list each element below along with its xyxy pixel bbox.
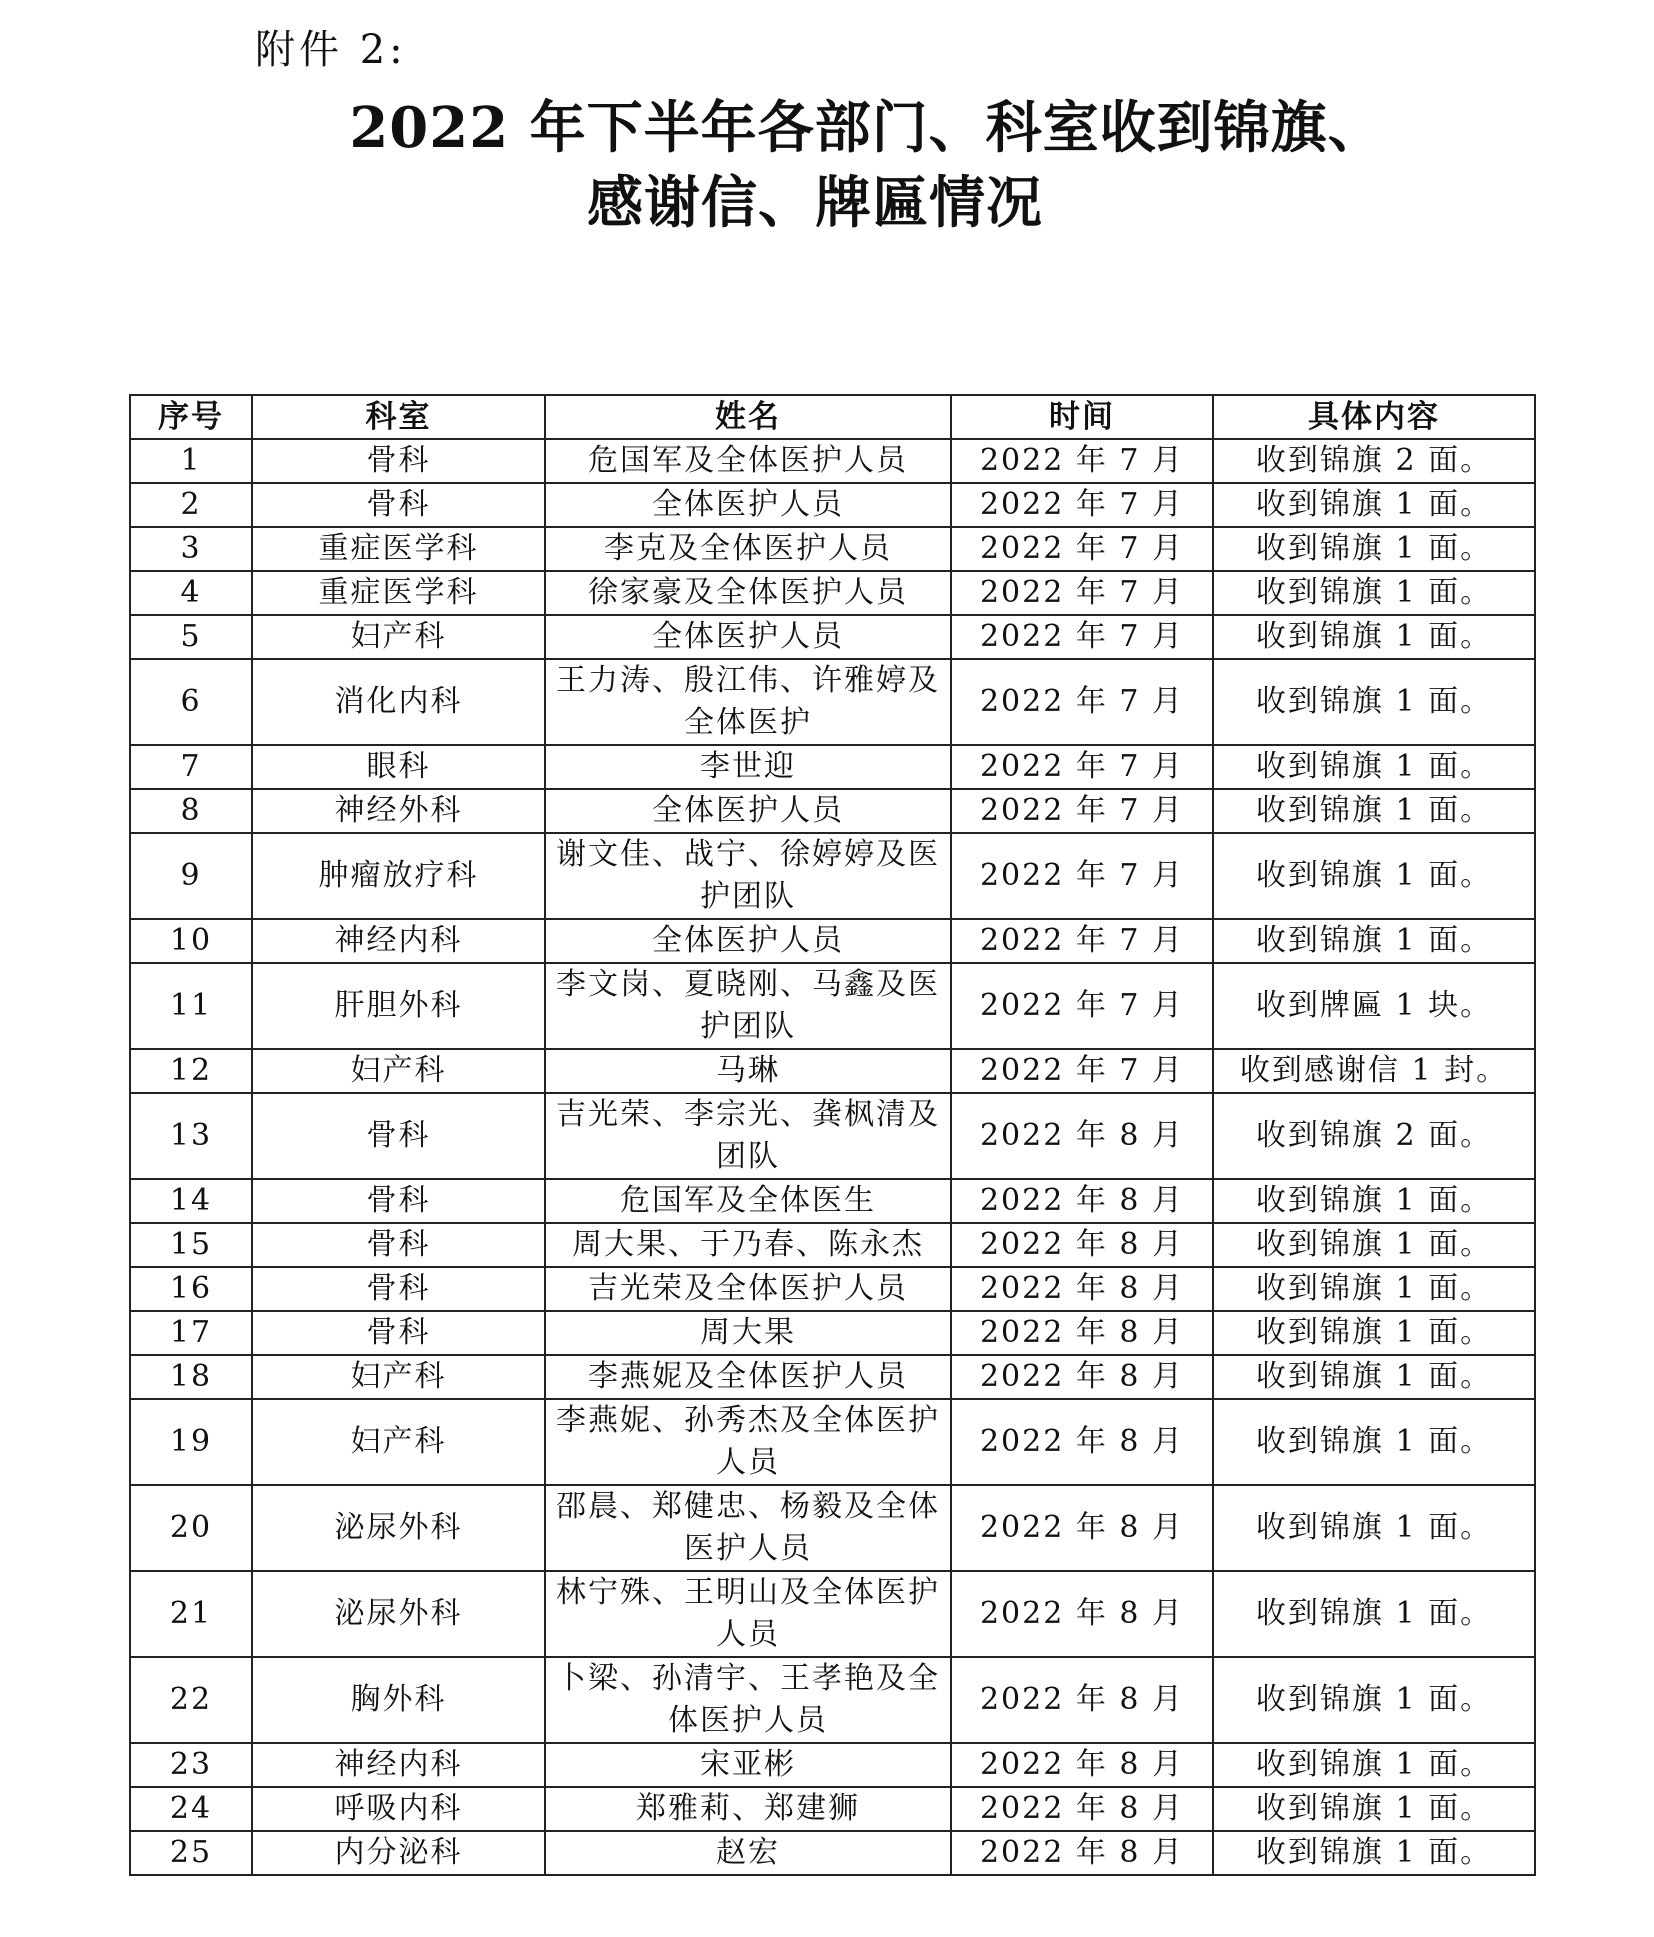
cell-department: 内分泌科 [252, 1831, 545, 1875]
attachment-label: 附件 2: [255, 27, 407, 73]
table-row [130, 1743, 1535, 1787]
table-row [130, 483, 1535, 527]
cell-content: 收到锦旗 1 面。 [1213, 1571, 1535, 1657]
cell-content: 收到锦旗 1 面。 [1213, 1399, 1535, 1485]
cell-time: 2022 年 8 月 [951, 1093, 1213, 1179]
table-row [130, 1485, 1535, 1571]
cell-time: 2022 年 7 月 [951, 789, 1213, 833]
table-row [130, 1399, 1535, 1485]
cell-time: 2022 年 8 月 [951, 1787, 1213, 1831]
cell-name: 全体医护人员 [545, 615, 951, 659]
cell-content: 收到锦旗 1 面。 [1213, 1223, 1535, 1267]
cell-time: 2022 年 7 月 [951, 483, 1213, 527]
cell-name: 危国军及全体医护人员 [545, 439, 951, 483]
cell-department: 妇产科 [252, 1049, 545, 1093]
cell-name: 宋亚彬 [545, 1743, 951, 1787]
table-row [130, 527, 1535, 571]
column-header-content: 具体内容 [1213, 395, 1535, 439]
cell-time: 2022 年 7 月 [951, 919, 1213, 963]
cell-number: 8 [130, 789, 252, 833]
cell-number: 5 [130, 615, 252, 659]
cell-number: 10 [130, 919, 252, 963]
document-title-line-1: 2022 年下半年各部门、科室收到锦旗、 [349, 95, 1385, 161]
cell-time: 2022 年 8 月 [951, 1179, 1213, 1223]
cell-time: 2022 年 7 月 [951, 659, 1213, 745]
cell-department: 妇产科 [252, 1399, 545, 1485]
cell-content: 收到锦旗 1 面。 [1213, 1743, 1535, 1787]
cell-number: 17 [130, 1311, 252, 1355]
cell-time: 2022 年 7 月 [951, 439, 1213, 483]
cell-number: 9 [130, 833, 252, 919]
cell-number: 3 [130, 527, 252, 571]
cell-time: 2022 年 8 月 [951, 1657, 1213, 1743]
cell-department: 胸外科 [252, 1657, 545, 1743]
cell-content: 收到锦旗 1 面。 [1213, 1355, 1535, 1399]
table-row [130, 1049, 1535, 1093]
cell-name: 林宁殊、王明山及全体医护人员 [545, 1571, 951, 1657]
cell-department: 泌尿外科 [252, 1485, 545, 1571]
cell-name: 危国军及全体医生 [545, 1179, 951, 1223]
cell-name: 王力涛、殷江伟、许雅婷及全体医护 [545, 659, 951, 745]
cell-name: 全体医护人员 [545, 919, 951, 963]
cell-content: 收到锦旗 1 面。 [1213, 1831, 1535, 1875]
cell-name: 卜梁、孙清宇、王孝艳及全体医护人员 [545, 1657, 951, 1743]
cell-number: 22 [130, 1657, 252, 1743]
cell-name: 周大果 [545, 1311, 951, 1355]
table-row [130, 1355, 1535, 1399]
cell-department: 骨科 [252, 1223, 545, 1267]
table-row [130, 919, 1535, 963]
cell-name: 吉光荣、李宗光、龚枫清及团队 [545, 1093, 951, 1179]
table-row [130, 1657, 1535, 1743]
cell-time: 2022 年 8 月 [951, 1831, 1213, 1875]
column-header-number: 序号 [130, 395, 252, 439]
cell-name: 李燕妮及全体医护人员 [545, 1355, 951, 1399]
cell-department: 骨科 [252, 439, 545, 483]
table-row [130, 659, 1535, 745]
table-row [130, 1571, 1535, 1657]
cell-name: 马琳 [545, 1049, 951, 1093]
column-header-department: 科室 [252, 395, 545, 439]
table-row [130, 571, 1535, 615]
table-row [130, 963, 1535, 1049]
cell-time: 2022 年 7 月 [951, 615, 1213, 659]
cell-department: 妇产科 [252, 1355, 545, 1399]
cell-number: 6 [130, 659, 252, 745]
cell-department: 消化内科 [252, 659, 545, 745]
cell-number: 1 [130, 439, 252, 483]
honors-table [129, 394, 1536, 1876]
table-row [130, 745, 1535, 789]
cell-name: 李燕妮、孙秀杰及全体医护人员 [545, 1399, 951, 1485]
cell-number: 13 [130, 1093, 252, 1179]
cell-time: 2022 年 8 月 [951, 1485, 1213, 1571]
cell-content: 收到牌匾 1 块。 [1213, 963, 1535, 1049]
cell-department: 肝胆外科 [252, 963, 545, 1049]
cell-department: 呼吸内科 [252, 1787, 545, 1831]
table-row [130, 439, 1535, 483]
cell-number: 11 [130, 963, 252, 1049]
cell-time: 2022 年 8 月 [951, 1571, 1213, 1657]
cell-name: 李世迎 [545, 745, 951, 789]
cell-department: 妇产科 [252, 615, 545, 659]
cell-department: 肿瘤放疗科 [252, 833, 545, 919]
cell-department: 骨科 [252, 1179, 545, 1223]
table-row [130, 833, 1535, 919]
cell-name: 徐家豪及全体医护人员 [545, 571, 951, 615]
cell-name: 吉光荣及全体医护人员 [545, 1267, 951, 1311]
cell-name: 全体医护人员 [545, 483, 951, 527]
cell-name: 谢文佳、战宁、徐婷婷及医护团队 [545, 833, 951, 919]
cell-time: 2022 年 8 月 [951, 1743, 1213, 1787]
table-row [130, 789, 1535, 833]
column-header-time: 时间 [951, 395, 1213, 439]
cell-department: 眼科 [252, 745, 545, 789]
cell-content: 收到锦旗 1 面。 [1213, 833, 1535, 919]
cell-name: 全体医护人员 [545, 789, 951, 833]
table-row [130, 615, 1535, 659]
table-row [130, 1179, 1535, 1223]
cell-content: 收到锦旗 1 面。 [1213, 1657, 1535, 1743]
cell-department: 骨科 [252, 483, 545, 527]
cell-content: 收到锦旗 1 面。 [1213, 1179, 1535, 1223]
cell-department: 泌尿外科 [252, 1571, 545, 1657]
column-header-name: 姓名 [545, 395, 951, 439]
cell-content: 收到感谢信 1 封。 [1213, 1049, 1535, 1093]
cell-number: 20 [130, 1485, 252, 1571]
cell-number: 14 [130, 1179, 252, 1223]
cell-content: 收到锦旗 1 面。 [1213, 1485, 1535, 1571]
cell-number: 18 [130, 1355, 252, 1399]
cell-time: 2022 年 7 月 [951, 571, 1213, 615]
cell-department: 神经内科 [252, 1743, 545, 1787]
cell-time: 2022 年 7 月 [951, 527, 1213, 571]
cell-content: 收到锦旗 1 面。 [1213, 527, 1535, 571]
cell-content: 收到锦旗 1 面。 [1213, 571, 1535, 615]
table-row [130, 1831, 1535, 1875]
cell-name: 赵宏 [545, 1831, 951, 1875]
cell-number: 2 [130, 483, 252, 527]
cell-content: 收到锦旗 1 面。 [1213, 1787, 1535, 1831]
cell-content: 收到锦旗 1 面。 [1213, 1311, 1535, 1355]
cell-name: 李文岗、夏晓刚、马鑫及医护团队 [545, 963, 951, 1049]
cell-content: 收到锦旗 1 面。 [1213, 1267, 1535, 1311]
cell-number: 23 [130, 1743, 252, 1787]
cell-number: 12 [130, 1049, 252, 1093]
cell-time: 2022 年 7 月 [951, 745, 1213, 789]
document-title-line-2: 感谢信、牌匾情况 [587, 170, 1043, 236]
cell-content: 收到锦旗 1 面。 [1213, 919, 1535, 963]
cell-time: 2022 年 8 月 [951, 1355, 1213, 1399]
cell-department: 骨科 [252, 1093, 545, 1179]
cell-name: 周大果、于乃春、陈永杰 [545, 1223, 951, 1267]
cell-number: 4 [130, 571, 252, 615]
table-header-row [130, 395, 1535, 439]
cell-content: 收到锦旗 2 面。 [1213, 1093, 1535, 1179]
cell-content: 收到锦旗 1 面。 [1213, 483, 1535, 527]
table-row [130, 1311, 1535, 1355]
cell-number: 19 [130, 1399, 252, 1485]
cell-department: 骨科 [252, 1311, 545, 1355]
cell-content: 收到锦旗 2 面。 [1213, 439, 1535, 483]
cell-name: 邵晨、郑健忠、杨毅及全体医护人员 [545, 1485, 951, 1571]
cell-time: 2022 年 7 月 [951, 963, 1213, 1049]
cell-number: 15 [130, 1223, 252, 1267]
table-body [130, 439, 1535, 1875]
cell-department: 神经外科 [252, 789, 545, 833]
cell-time: 2022 年 7 月 [951, 1049, 1213, 1093]
cell-time: 2022 年 8 月 [951, 1223, 1213, 1267]
cell-department: 骨科 [252, 1267, 545, 1311]
cell-number: 25 [130, 1831, 252, 1875]
cell-name: 郑雅莉、郑建狮 [545, 1787, 951, 1831]
cell-number: 24 [130, 1787, 252, 1831]
cell-content: 收到锦旗 1 面。 [1213, 745, 1535, 789]
cell-time: 2022 年 7 月 [951, 833, 1213, 919]
cell-department: 神经内科 [252, 919, 545, 963]
cell-content: 收到锦旗 1 面。 [1213, 615, 1535, 659]
cell-number: 16 [130, 1267, 252, 1311]
table-row [130, 1093, 1535, 1179]
cell-content: 收到锦旗 1 面。 [1213, 659, 1535, 745]
cell-time: 2022 年 8 月 [951, 1267, 1213, 1311]
cell-number: 7 [130, 745, 252, 789]
cell-department: 重症医学科 [252, 527, 545, 571]
cell-department: 重症医学科 [252, 571, 545, 615]
table-row [130, 1787, 1535, 1831]
cell-number: 21 [130, 1571, 252, 1657]
table-row [130, 1267, 1535, 1311]
cell-time: 2022 年 8 月 [951, 1399, 1213, 1485]
cell-time: 2022 年 8 月 [951, 1311, 1213, 1355]
cell-content: 收到锦旗 1 面。 [1213, 789, 1535, 833]
table-row [130, 1223, 1535, 1267]
cell-name: 李克及全体医护人员 [545, 527, 951, 571]
